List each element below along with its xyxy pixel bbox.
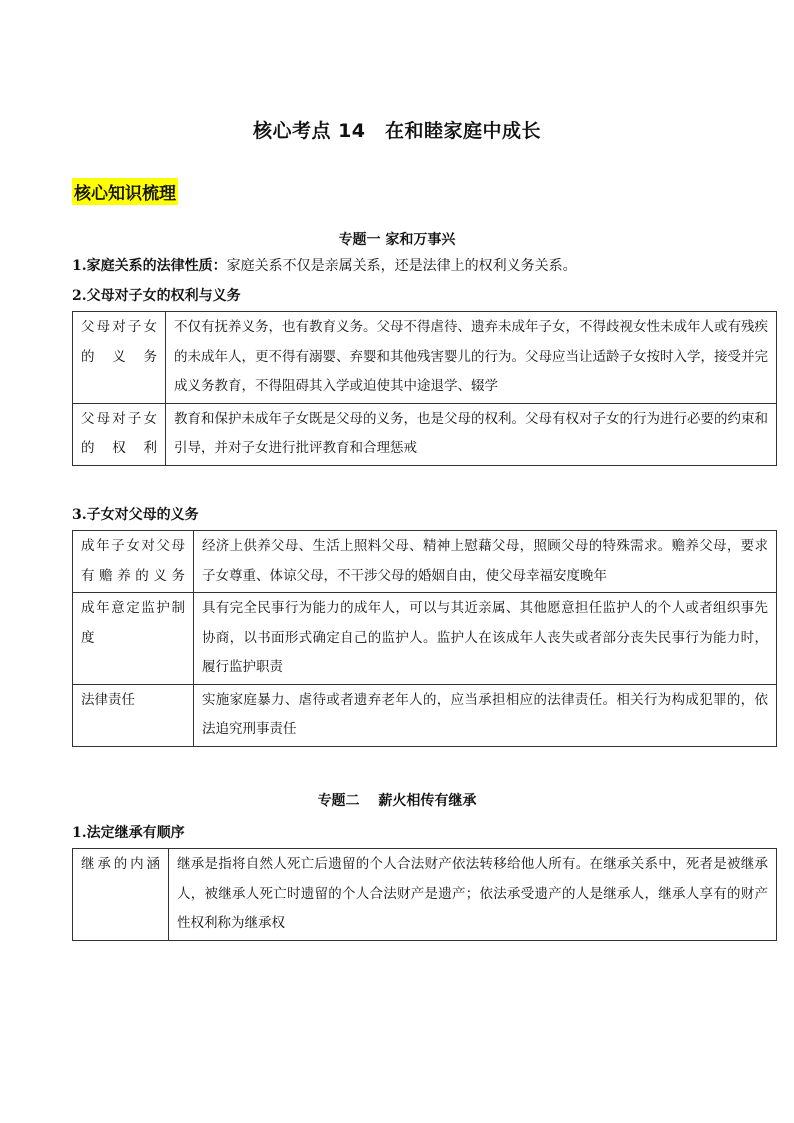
heading1-text: 家庭关系不仅是亲属关系，还是法律上的权利义务关系。 [226, 258, 577, 274]
row-key: 成年子女对父母有赡养的义务 [73, 531, 194, 593]
table-row [73, 531, 777, 593]
topic1-heading3: 3.子女对父母的义务 [72, 507, 199, 523]
table-child-duties [72, 530, 777, 747]
topic2-heading1: 1.法定继承有顺序 [72, 825, 185, 841]
row-key: 继承的内涵 [73, 849, 169, 941]
row-key: 法律责任 [73, 684, 194, 746]
row-value: 具有完全民事行为能力的成年人，可以与其近亲属、其他愿意担任监护人的个人或者组织事先协商，以书面形式确定自己的监护人。监护人在该成年人丧失或者部分丧失民事行为能力时，履行监护职责 [194, 593, 777, 685]
table-row [73, 849, 777, 941]
row-value: 经济上供养父母、生活上照料父母、精神上慰藉父母，照顾父母的特殊需求。赡养父母，要求子女尊重、体谅父母，不干涉父母的婚姻自由，使父母幸福安度晚年 [194, 531, 777, 593]
topic1-heading1 [72, 255, 577, 275]
row-key: 成年意定监护制度 [73, 593, 194, 685]
table-row [73, 593, 777, 685]
section-label: 核心知识梳理 [72, 178, 178, 205]
row-value: 继承是指将自然人死亡后遗留的个人合法财产依法转移给他人所有。在继承关系中，死者是被继承人，被继承人死亡时遗留的个人合法财产是遗产；依法承受遗产的人是继承人，继承人享有的财产性权利称为继承权 [169, 849, 777, 941]
row-key: 父母对子女的权利 [73, 403, 166, 465]
row-value: 不仅有抚养义务，也有教育义务。父母不得虐待、遗弃未成年子女，不得歧视女性未成年人或有残疾的未成年人，更不得有溺婴、弃婴和其他残害婴儿的行为。父母应当让适龄子女按时入学，接受并完成义务教育，不得阻碍其入学或迫使其中途退学、辍学 [166, 312, 777, 404]
topic1-title: 专题一 家和万事兴 [338, 232, 456, 248]
table-inheritance [72, 848, 777, 941]
table-row [73, 684, 777, 746]
table-row [73, 403, 777, 465]
heading1-label: 1.家庭关系的法律性质： [72, 258, 227, 274]
row-key: 父母对子女的义务 [73, 312, 166, 404]
row-value: 实施家庭暴力、虐待或者遗弃老年人的，应当承担相应的法律责任。相关行为构成犯罪的，依法追究刑事责任 [194, 684, 777, 746]
row-value: 教育和保护未成年子女既是父母的义务，也是父母的权利。父母有权对子女的行为进行必要的约束和引导，并对子女进行批评教育和合理惩戒 [166, 403, 777, 465]
page-title: 核心考点 14 在和睦家庭中成长 [252, 120, 542, 142]
topic2-title: 专题二 薪火相传有继承 [317, 793, 477, 809]
table-row [73, 312, 777, 404]
topic1-heading2: 2.父母对子女的权利与义务 [72, 288, 241, 304]
table-parent-rights-duties [72, 311, 777, 466]
